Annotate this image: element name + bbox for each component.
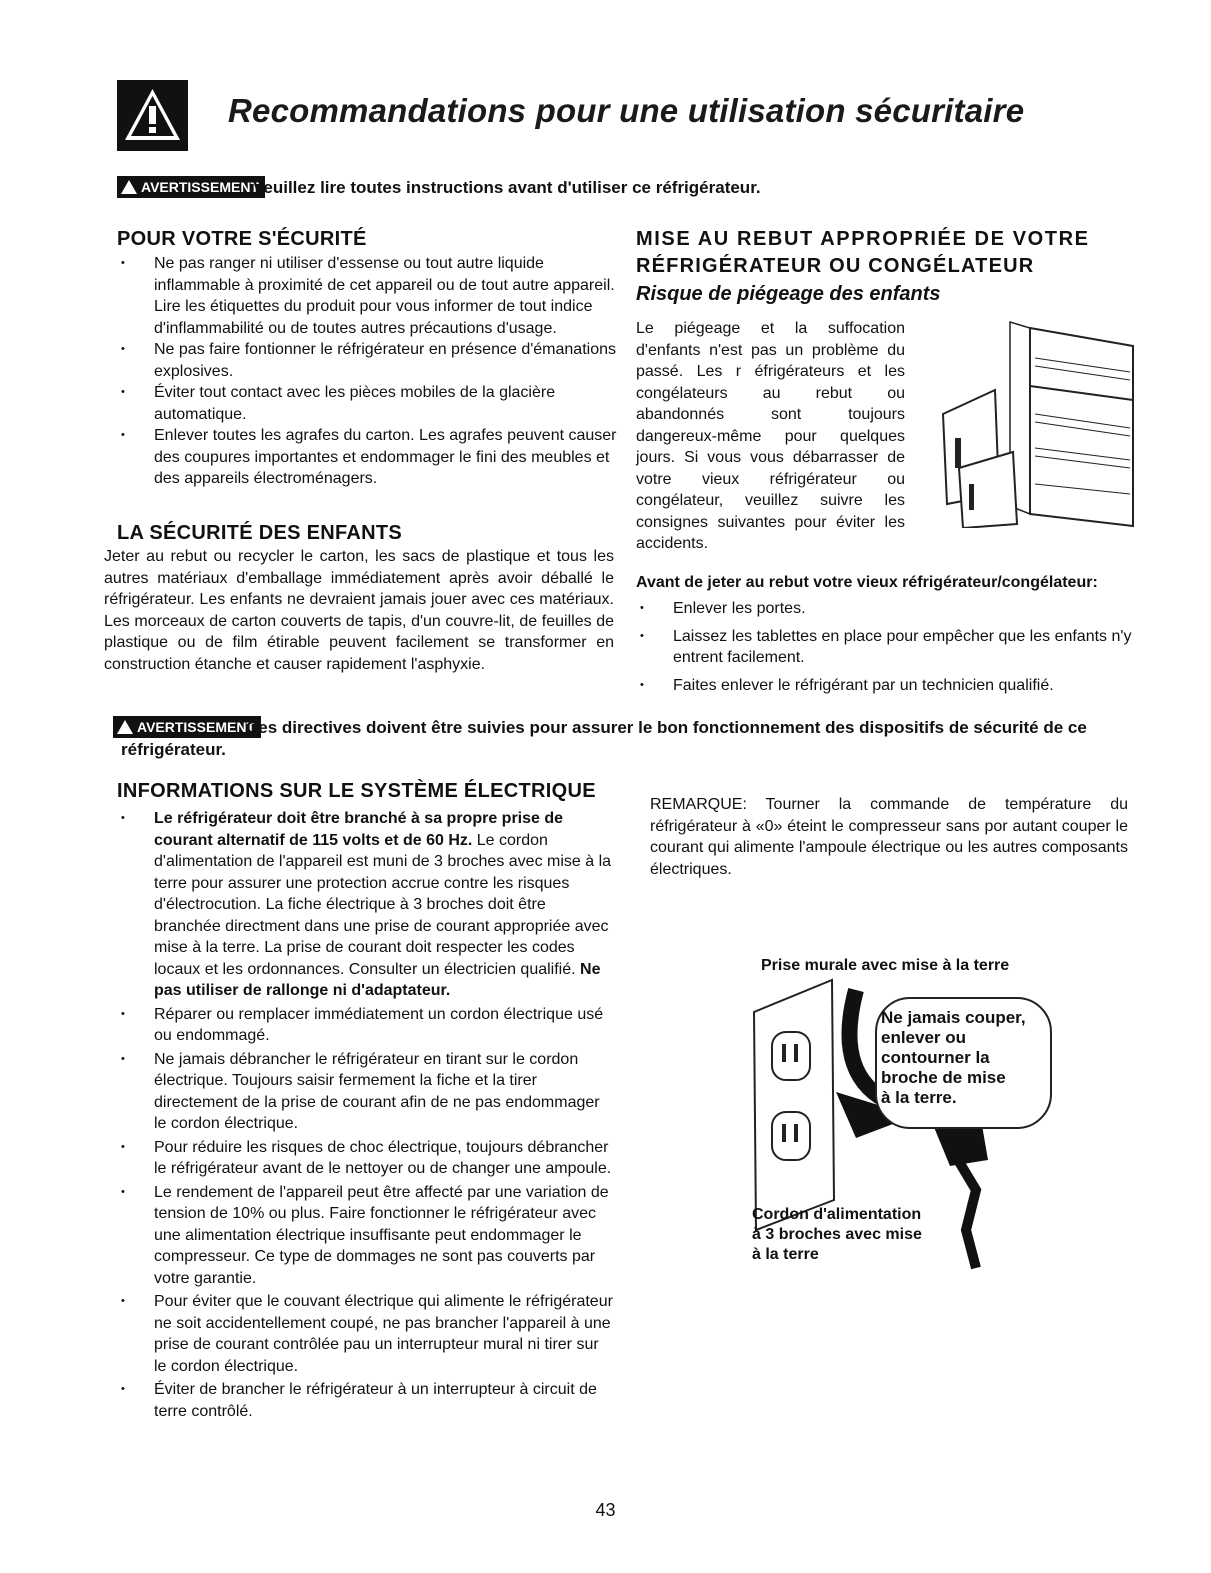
electrical-heading: INFORMATIONS SUR LE SYSTÈME ÉLECTRIQUE <box>117 780 596 802</box>
alert-triangle-icon <box>121 180 137 194</box>
warning-badge <box>113 716 261 738</box>
electrical-requirement-bold: Le réfrigérateur doit être branché à sa propre prise de courant alternatif de 115 volts et de 60 Hz. <box>154 810 564 849</box>
callout-line: à la terre. <box>881 1088 957 1107</box>
page-number: 43 <box>595 1500 616 1520</box>
list-item: • Ne pas ranger ni utiliser d'essense ou tout autre liquide inflammable à proximité de cet appareil ou de tout autre appareil. Lire les étiquettes du produit pour vous informer de tout indice d'inflammabilité ou de toutes autres précautions d'usage. <box>117 253 617 339</box>
cord-label-line: à la terre <box>752 1246 819 1263</box>
disposal-subheading: Risque de piégeage des enfants <box>636 283 941 305</box>
warning-message: Veuillez lire toutes instructions avant d'utiliser ce réfrigérateur. <box>253 178 761 197</box>
warning-icon <box>117 80 188 151</box>
remark-note: REMARQUE: Tourner la commande de température du réfrigérateur à «0» éteint le compresseur sans por autant couper le courant qui alimente l'ampoule électrique ou les autres composants électriques. <box>650 796 1128 878</box>
list-item: • Pour réduire les risques de choc électrique, toujours débrancher le réfrigérateur avant de le nettoyer ou de changer une ampoule. <box>117 1137 615 1180</box>
before-disposal-heading: Avant de jeter au rebut votre vieux réfrigérateur/congélateur: <box>636 574 1098 591</box>
list-item <box>117 808 615 1002</box>
warning-badge <box>117 176 265 198</box>
list-item: • Éviter tout contact avec les pièces mobiles de la glacière automatique. <box>117 382 617 425</box>
list-item: • Faites enlever le réfrigérant par un technicien qualifié. <box>636 675 1148 697</box>
safety-list <box>117 253 617 490</box>
list-item: • Enlever les portes. <box>636 598 1148 620</box>
callout-line: enlever ou <box>881 1028 967 1047</box>
list-item: • Réparer ou remplacer immédiatement un cordon électrique usé ou endommagé. <box>117 1004 615 1047</box>
warning-badge-label: AVERTISSEMENT <box>141 179 259 195</box>
children-safety-heading: LA SÉCURITÉ DES ENFANTS <box>117 522 403 544</box>
disposal-heading-line1: MISE AU REBUT APPROPRIÉE DE VOTRE <box>636 228 1090 250</box>
list-item: • Le rendement de l'appareil peut être affecté par une variation de tension de 10% ou plus. Faire fonctionner le réfrigérateur avec une alimentation électrique insuffisante peut endommager le compresseur. Ce type de dommages ne sont pas couverts par votre garantie. <box>117 1182 615 1290</box>
warning-message-line1: Ces directives doivent être suivies pour assurer le bon fonctionnement des dispositifs de sécurité de ce <box>246 718 1087 737</box>
list-item: • Enlever toutes les agrafes du carton. Les agrafes peuvent causer des coupures importantes et endommager le fini des meubles et des appareils électroménagers. <box>117 425 617 490</box>
extension-warning: Ne pas utiliser de rallonge ni d'adaptateur. <box>154 960 601 999</box>
list-item: • Éviter de brancher le réfrigérateur à un interrupteur à circuit de terre contrôlé. <box>117 1379 615 1422</box>
page-title: Recommandations pour une utilisation sécuritaire <box>228 92 1025 129</box>
list-item: • Laissez les tablettes en place pour empêcher que les enfants n'y entrent facilement. <box>636 626 1148 669</box>
cord-label-line: Cordon d'alimentation <box>752 1206 922 1223</box>
cord-label-line: à 3 broches avec mise <box>752 1226 922 1243</box>
disposal-text: Le piégeage et la suffocation d'enfants n'est pas un problème du passé. Les r éfrigérateurs et les congélateurs au rebut ou abandonnés sont toujours dangereux-même pour quelques jours. Si vous vous débarrasser de votre vieux réfrigérateur ou congélateur, veuillez suivre les consignes suivantes pour éviter les accidents. <box>636 320 905 552</box>
before-disposal-list <box>636 598 1148 696</box>
list-item: • Pour éviter que le couvant électrique qui alimente le réfrigérateur ne soit accidentellement coupé, ne pas brancher l'appareil à une prise de courant contrôlée pau un interrupteur mural ni tirer sur le cordon électrique. <box>117 1291 615 1377</box>
callout-text <box>881 1008 1026 1108</box>
list-item: • Ne pas faire fontionner le réfrigérateur en présence d'émanations explosives. <box>117 339 617 382</box>
cord-label <box>752 1205 922 1265</box>
outlet-label: Prise murale avec mise à la terre <box>761 957 1010 974</box>
outlet-figure <box>736 930 1072 1270</box>
electrical-list <box>117 808 615 1422</box>
electrical-requirement-text: Le cordon d'alimentation de l'appareil est muni de 3 broches avec mise à la terre pour assurer une protection accrue contre les risques d'électrocution. La fiche électrique à 3 broches doit être branchée directment dans une prise de courant appropriée avec mise à la terre. La prise de courant doit respecter les codes locaux et les ordonnances. Consulter un électricien qualifié. <box>154 831 612 978</box>
callout-line: contourner la <box>881 1048 990 1067</box>
callout-line: broche de mise <box>881 1068 1006 1087</box>
warning-badge-label: AVERTISSEMENT <box>137 719 255 735</box>
alert-triangle-icon <box>117 720 133 734</box>
safety-heading: POUR VOTRE S'ÉCURITÉ <box>117 228 367 250</box>
callout-line: Ne jamais couper, <box>881 1008 1026 1027</box>
disposal-heading-line2: RÉFRIGÉRATEUR OU CONGÉLATEUR <box>636 255 1035 277</box>
refrigerator-illustration <box>925 318 1147 528</box>
warning-message-line2: réfrigérateur. <box>121 740 226 759</box>
children-safety-text: Jeter au rebut ou recycler le carton, les sacs de plastique et tous les autres matériaux d'emballage immédiatement après avoir déballé le réfrigérateur. Les enfants ne devraient jamais jouer avec ces matériaux. Les morceaux de carton couverts de tapis, d'un couvre-lit, de feuilles de plastique ou de film étirable peuvent facilement se transformer en construction étanche et causer rapidement l'asphyxie. <box>104 548 614 673</box>
list-item: • Ne jamais débrancher le réfrigérateur en tirant sur le cordon électrique. Toujours saisir fermement la fiche et la tirer directement de la prise de courant afin de ne pas endommager le cordon électrique. <box>117 1049 615 1135</box>
